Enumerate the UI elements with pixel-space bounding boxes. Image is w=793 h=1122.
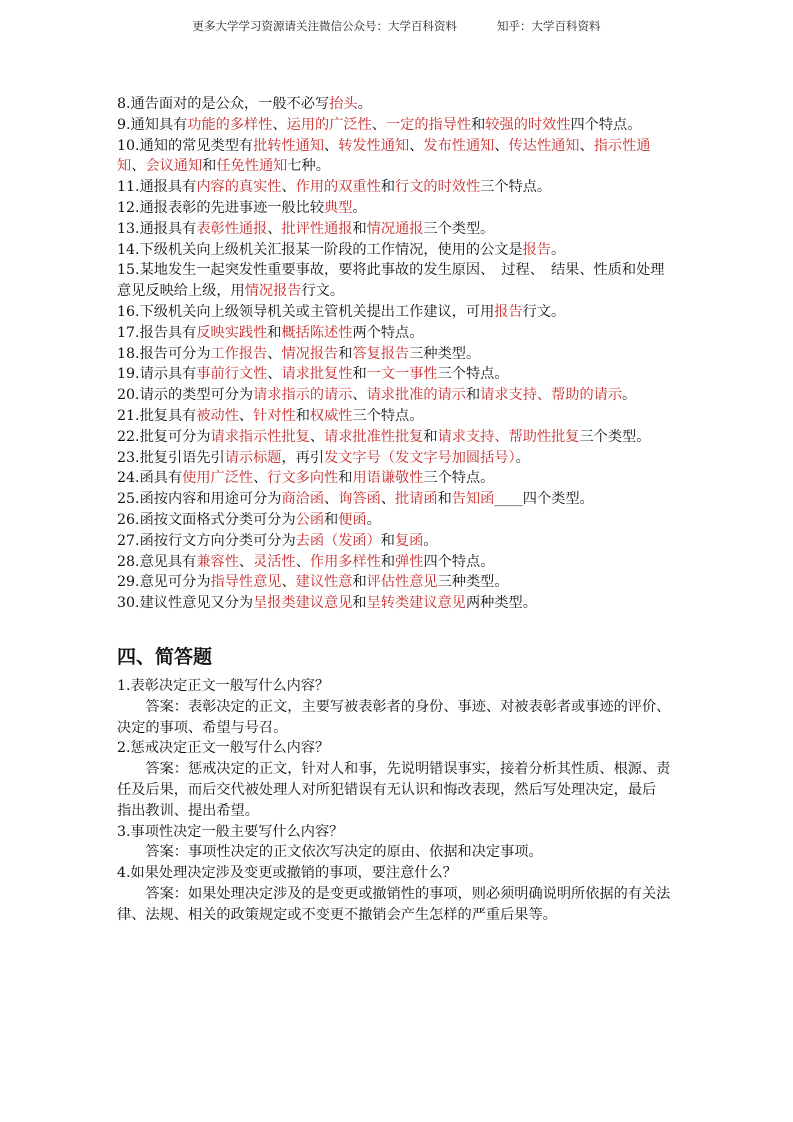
fill-item	[117, 572, 677, 593]
item-text: 和	[471, 116, 486, 133]
item-text: 。	[622, 387, 637, 404]
item-text: 行文。	[301, 283, 345, 300]
answer-highlight: 针对性	[253, 407, 296, 424]
answer-highlight: 传达性通知	[508, 137, 580, 154]
item-text: 三个特点。	[352, 407, 424, 424]
fill-item	[117, 240, 677, 261]
item-text: 、	[267, 366, 282, 383]
item-text: 、	[267, 345, 282, 362]
item-text: 和	[338, 345, 353, 362]
fill-in-answers-list	[117, 94, 677, 614]
answer-highlight: 告知函	[451, 491, 495, 508]
answer-highlight: 答复报告	[352, 345, 410, 362]
item-text: 和	[423, 428, 438, 445]
fill-item	[117, 531, 677, 552]
answer-highlight: 报告	[522, 241, 552, 258]
item-text: 三个类型。	[423, 220, 495, 237]
answer-text: 答案：如果处理决定涉及的是变更或撤销性的事项，则必须明确说明所依据的有关法律、法规、相关的政策规定或不变更不撤销会产生怎样的严重后果等。	[117, 885, 671, 923]
item-text: 16.下级机关向上级领导机关或主管机关提出工作建议，可用	[117, 303, 495, 320]
fill-item	[117, 364, 677, 385]
item-text: 12.通报表彰的先进事迹一般比较	[117, 199, 325, 216]
item-text: 和	[465, 387, 481, 404]
answer-text: 答案：惩戒决定的正文，针对人和事，先说明错误事实，接着分析其性质、根源、责任及后果，而后交代被处理人对所犯错误有无认识和悔改表现，然后写处理决定，最后	[117, 761, 671, 798]
fill-item	[117, 115, 677, 136]
fill-item	[117, 136, 677, 178]
item-text: 、	[324, 491, 339, 508]
answer-highlight: 作用多样性	[309, 553, 381, 570]
answer-highlight: 事前行文性	[196, 366, 268, 383]
answer-highlight: 呈报类建议意见	[253, 595, 353, 612]
answer-highlight: 请求支持、帮助的请示	[480, 387, 623, 404]
answer-highlight: 行文多向性	[267, 470, 339, 487]
answer-highlight: 情况报告	[281, 345, 339, 362]
section-title: 四、简答题	[117, 645, 213, 668]
answer-highlight: 功能的多样性	[187, 116, 273, 133]
answer-text: 答案：表彰决定的正文，主要写被表彰者的身份、事迹、对被表彰者或事迹的评价、决定的事项、希望与号召。	[117, 698, 671, 736]
answer-highlight: 请示标题	[224, 449, 282, 466]
item-text: 。	[357, 96, 372, 112]
item-text: 三个特点。	[423, 470, 495, 487]
item-text: 24.函具有	[117, 470, 183, 487]
answer-highlight: 反映实践性	[196, 324, 268, 341]
page-header	[0, 18, 793, 34]
item-text: 和	[352, 220, 367, 237]
item-text: 19.请示具有	[117, 366, 197, 383]
answer-highlight: 工作报告	[210, 345, 268, 362]
item-text: 、	[309, 428, 325, 445]
fill-item	[117, 323, 677, 344]
item-text: 11.通报具有	[117, 179, 197, 196]
item-text: 17.报告具有	[117, 324, 197, 341]
question: 4.如果处理决定涉及变更或撤销的事项，要注意什么？	[117, 865, 457, 882]
item-text: ，再引	[281, 449, 325, 466]
item-text: 30.建议性意见又分为	[117, 595, 254, 612]
item-text: ____四个类型。	[494, 491, 594, 508]
fill-item	[117, 510, 677, 531]
answer-highlight: 权威性	[309, 407, 353, 424]
answer-highlight: 请求批复性	[281, 366, 353, 383]
item-text: 、	[238, 553, 254, 570]
item-text: 、	[267, 220, 282, 237]
answer-highlight: 兼容性	[196, 553, 239, 570]
fill-item	[117, 385, 677, 406]
item-text: 、	[324, 137, 339, 154]
answer-highlight: 呈转类建议意见	[366, 595, 466, 612]
question: 1.表彰决定正文一般写什么内容？	[117, 677, 330, 694]
item-text: 、	[272, 116, 287, 133]
item-text: 和	[380, 179, 396, 196]
item-text: 三个特点。	[480, 179, 552, 196]
answer-highlight: 一文一事性	[366, 366, 438, 383]
item-text: 四个特点。	[423, 553, 495, 570]
item-text: 8.通告面对的是公众，一般不必写	[117, 96, 330, 112]
item-text: 、	[352, 387, 367, 404]
item-text: 15.某地发生一起突发性重要事故，要将此事故的发生原因、 过程、 结果、性质和处理意见反映给上级，用	[117, 262, 665, 300]
answer-highlight: 请求指示的请示	[253, 387, 353, 404]
answer-highlight: 询答函	[338, 491, 381, 508]
item-text: 和	[267, 324, 282, 341]
answer-highlight: 转发性通知	[338, 137, 410, 154]
fill-item	[117, 94, 677, 115]
question: 3.事项性决定一般主要写什么内容？	[117, 823, 344, 840]
answer-highlight: 使用广泛性	[182, 470, 254, 487]
answer-highlight: 请求指示性批复	[210, 428, 310, 445]
item-text: 9.通知具有	[117, 116, 188, 133]
question: 2.惩戒决定正文一般写什么内容？	[117, 740, 330, 757]
answer-highlight: 运用的广泛性	[286, 116, 372, 133]
item-text: 行文。	[522, 303, 566, 320]
item-text: 三个类型。	[579, 428, 651, 445]
item-text: 。	[352, 199, 367, 216]
item-text: 两种类型。	[465, 595, 537, 612]
answer-highlight: 请求批准性批复	[324, 428, 424, 445]
fill-item	[117, 302, 677, 323]
item-text: 10.通知的常见类型有	[117, 137, 254, 154]
item-text: 21.批复具有	[117, 407, 197, 424]
answer-highlight: 批评性通报	[281, 220, 353, 237]
header-wechat-notice: 更多大学学习资源请关注微信公众号：大学百科资料	[192, 19, 457, 33]
answer-highlight: 便函	[338, 511, 367, 528]
item-text: 。	[551, 241, 566, 258]
item-text: 29.意见可分为	[117, 574, 211, 591]
item-text: 23.批复引语先引	[117, 449, 225, 466]
item-text: 、	[409, 137, 424, 154]
document-body	[117, 94, 677, 925]
item-text: 、	[494, 137, 509, 154]
item-text: 22.批复可分为	[117, 428, 211, 445]
answer-highlight: 请求批准的请示	[366, 387, 466, 404]
answer-highlight: 抬头	[329, 96, 358, 112]
fill-item	[117, 177, 677, 198]
item-text: 18.报告可分为	[117, 345, 211, 362]
item-text: 、	[281, 179, 296, 196]
answer-highlight: 情况报告	[244, 283, 302, 300]
fill-item	[117, 427, 677, 448]
item-text: 28.意见具有	[117, 553, 197, 570]
item-text: 、	[371, 116, 386, 133]
item-text: 。	[366, 511, 381, 528]
item-text: 七种。	[287, 158, 330, 175]
item-text: 、	[131, 158, 146, 175]
answer-highlight: 批转性通知	[253, 137, 325, 154]
answer-highlight: 指示性通知	[117, 137, 651, 175]
answer-highlight: 会议通知	[145, 158, 203, 175]
item-text: 和	[202, 158, 217, 175]
answer-highlight: 评估性意见	[366, 574, 438, 591]
item-text: 和	[324, 511, 339, 528]
answer-highlight: 发文字号（发文字号加圆括号）	[324, 449, 516, 466]
fill-item	[117, 198, 677, 219]
item-text: 和	[338, 470, 353, 487]
item-text: 14.下级机关向上级机关汇报某一阶段的工作情况，使用的公文是	[117, 241, 523, 258]
answer-highlight: 一定的指导性	[385, 116, 472, 133]
item-text: 25.函按内容和用途可分为	[117, 491, 282, 508]
answer-highlight: 商洽函	[281, 491, 325, 508]
fill-item	[117, 344, 677, 365]
item-text: 和	[352, 595, 367, 612]
fill-item	[117, 489, 677, 510]
item-text: 、	[380, 491, 396, 508]
item-text: 20.请示的类型可分为	[117, 387, 254, 404]
answer-highlight: 概括陈述性	[281, 324, 353, 341]
answer-highlight: 批请函	[395, 491, 438, 508]
answer-highlight: 公函	[295, 511, 325, 528]
answer-text: 答案：事项性决定的正文依次写决定的原由、依据和决定事项。	[145, 844, 543, 861]
answer-highlight: 建议性意	[295, 574, 353, 591]
item-text: 27.函按行文方向分类可分为	[117, 532, 296, 549]
answer-highlight: 作用的双重性	[295, 179, 381, 196]
answer-highlight: 灵活性	[253, 553, 296, 570]
item-text: 两个特点。	[352, 324, 424, 341]
answer-highlight: 弹性	[395, 553, 424, 570]
item-text: 、	[281, 574, 296, 591]
item-text: 和	[380, 532, 395, 549]
item-text: 、	[579, 137, 594, 154]
item-text: 三个特点。	[437, 366, 509, 383]
item-text: 、	[253, 470, 268, 487]
item-text: 、	[295, 553, 310, 570]
answer-highlight: 情况通报	[366, 220, 424, 237]
item-text: 。	[515, 449, 530, 466]
answer-highlight: 复函	[394, 532, 424, 549]
fill-item	[117, 260, 677, 302]
item-text: 和	[295, 407, 310, 424]
answer-highlight: 用语谦敬性	[352, 470, 424, 487]
fill-item	[117, 593, 677, 614]
header-zhihu-notice: 知乎：大学百科资料	[497, 19, 601, 33]
fill-item	[117, 219, 677, 240]
answer-highlight: 被动性	[196, 407, 239, 424]
answer-highlight: 请求支持、帮助性批复	[437, 428, 580, 445]
item-text: 、	[238, 407, 254, 424]
answer-highlight: 表彰性通报	[196, 220, 268, 237]
fill-item	[117, 448, 677, 469]
answer-highlight: 任免性通知	[216, 158, 288, 175]
item-text: 和	[437, 491, 452, 508]
answer-highlight: 指导性意见	[210, 574, 282, 591]
answer-highlight: 典型	[324, 199, 353, 216]
item-text: 13.通报具有	[117, 220, 197, 237]
answer-highlight: 较强的时效性	[485, 116, 571, 133]
item-text: 和	[352, 574, 367, 591]
fill-item	[117, 552, 677, 573]
item-text: 和	[380, 553, 396, 570]
answer-highlight: 去函（发函）	[295, 532, 381, 549]
fill-item	[117, 406, 677, 427]
short-answer-list	[117, 676, 677, 926]
item-text: 26.函按文面格式分类可分为	[117, 511, 296, 528]
answer-highlight: 报告	[494, 303, 523, 320]
answer-highlight: 发布性通知	[423, 137, 495, 154]
answer-highlight: 行文的时效性	[395, 179, 481, 196]
item-text: 四个特点。	[570, 116, 642, 133]
answer-text: 指出教训、提出希望。	[117, 802, 259, 819]
item-text: 三种类型。	[409, 345, 481, 362]
fill-item	[117, 468, 677, 489]
item-text: 。	[423, 532, 438, 549]
item-text: 和	[352, 366, 367, 383]
answer-highlight: 内容的真实性	[196, 179, 282, 196]
item-text: 三种类型。	[437, 574, 509, 591]
